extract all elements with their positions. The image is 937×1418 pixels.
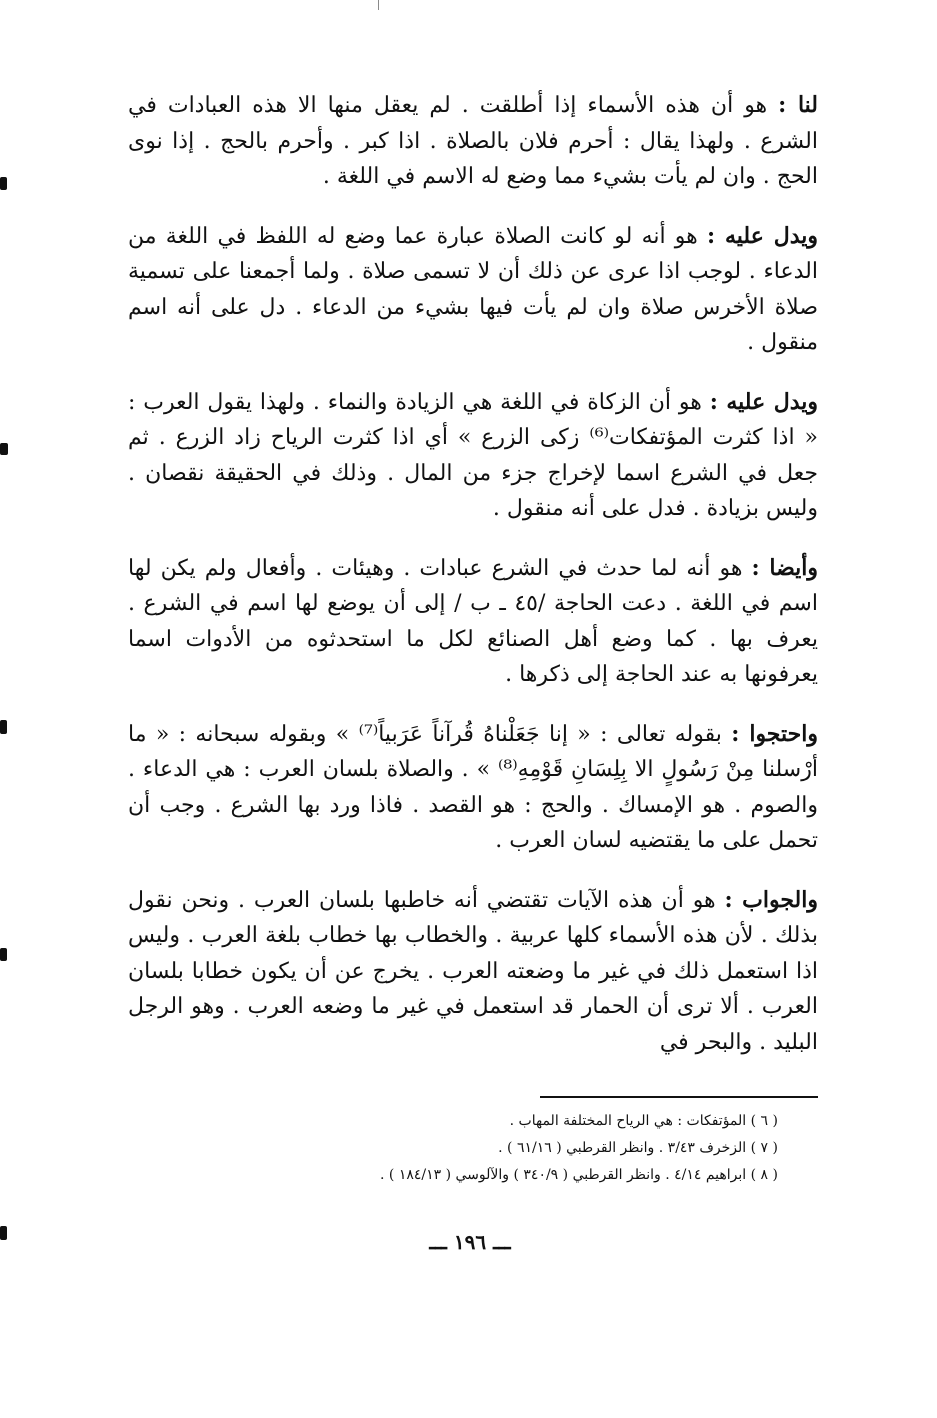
- paragraph-text: هو أن هذه الأسماء إذا أطلقت . لم يعقل منها الا هذه العبادات في الشرع . ولهذا يقال : أحرم فلان بالصلاة . اذا كبر . وأحرم بالحج . إذا نوى الحج . وان لم يأت بشيء مما وضع له الاسم في اللغة .: [128, 93, 818, 189]
- paragraph: [128, 385, 818, 527]
- binding-mark: [0, 720, 7, 734]
- paragraph-lead: وأيضا :: [751, 554, 819, 581]
- footnotes: [128, 1108, 778, 1189]
- scan-tick-mark: [378, 0, 379, 10]
- paragraph-text: هو أنه لما حدث في الشرع عبادات . وهيئات . وأفعال ولم يكن لها اسم في اللغة . دعت الحاجة /٤٥ ـ ب / إلى أن يوضع لها اسم في الشرع . يعرف بها . كما وضع أهل الصنائع لكل ما استحدثوه من الأدوات اسما يعرفونها به عند الحاجة إلى ذكرها .: [128, 555, 818, 687]
- paragraph-text: هو أن الزكاة في اللغة هي الزيادة والنماء . ولهذا يقول العرب : « اذا كثرت المؤتفكات⁽⁶⁾ زكى الزرع » أي اذا كثرت الرياح زاد الزرع . ثم جعل في الشرع اسما لإخراج جزء من المال . وذلك في الحقيقة نقصان . وليس بزيادة . فدل على أنه منقول .: [128, 389, 818, 521]
- paragraph-text: بقوله تعالى : « إنا جَعَلْناهُ قُرآناً عَرَبياً⁽⁷⁾ » وبقوله سبحانه : « ما أرْسلنا مِنْ رَسُولٍ الا بِلِسَانِ قَوْمِهِ⁽⁸⁾ » . والصلاة بلسان العرب : هي الدعاء . والصوم . هو الإمساك . والحج : هو القصد . فاذا ورد بها الشرع . وجب أن تحمل على ما يقتضيه لسان العرب .: [128, 721, 818, 853]
- footnote: ( ٦ ) المؤتفكات : هي الرياح المختلفة المهاب .: [509, 1113, 778, 1129]
- paragraph-lead: والجواب :: [724, 886, 818, 913]
- footnote: ( ٨ ) ابراهيم ٤/١٤ . وانظر القرطبي ( ٣٤٠/٩ ) والآلوسي ( ١٨٤/١٣ ) .: [380, 1167, 778, 1183]
- binding-mark: [0, 1226, 7, 1240]
- paragraph-lead: لنا :: [778, 92, 819, 118]
- footnote: ( ٧ ) الزخرف ٣/٤٣ . وانظر القرطبي ( ٦١/١٦ ) .: [498, 1140, 778, 1156]
- binding-mark: [0, 948, 7, 961]
- paragraph: [128, 88, 818, 195]
- binding-mark: [0, 177, 7, 190]
- footnote-divider: [540, 1096, 818, 1098]
- binding-mark: [0, 443, 8, 455]
- paragraph-text: هو أن هذه الآيات تقتضي أنه خاطبها بلسان العرب . ونحن نقول بذلك . لأن هذه الأسماء كلها عربية . والخطاب بها خطاب بلغة العرب . وليس اذا استعمل ذلك في غير ما وضعته العرب . يخرج عن أن يكون خطابا بلسان العرب . ألا ترى أن الحمار قد استعمل في غير ما وضعه العرب . وهو الرجل البليد . والبحر في: [128, 887, 818, 1055]
- paragraph: [128, 717, 818, 859]
- paragraph: [128, 551, 818, 693]
- paragraph-lead: واحتجوا :: [731, 720, 818, 747]
- paragraph-lead: ويدل عليه :: [709, 388, 819, 415]
- paragraph: [128, 883, 818, 1061]
- page-number: ـــ ١٩٦ ـــ: [429, 1230, 511, 1254]
- paragraph: [128, 219, 818, 361]
- paragraph-lead: ويدل عليه :: [707, 222, 819, 249]
- page-body: [128, 88, 818, 1084]
- paragraph-text: هو أنه لو كانت الصلاة عبارة عما وضع له اللفظ في اللغة من الدعاء . لوجب اذا عرى عن ذلك أن لا تسمى صلاة . ولما أجمعنا على تسمية صلاة الأخرس صلاة وان لم يأت فيها بشيء من الدعاء . دل على أنه اسم منقول .: [128, 223, 818, 355]
